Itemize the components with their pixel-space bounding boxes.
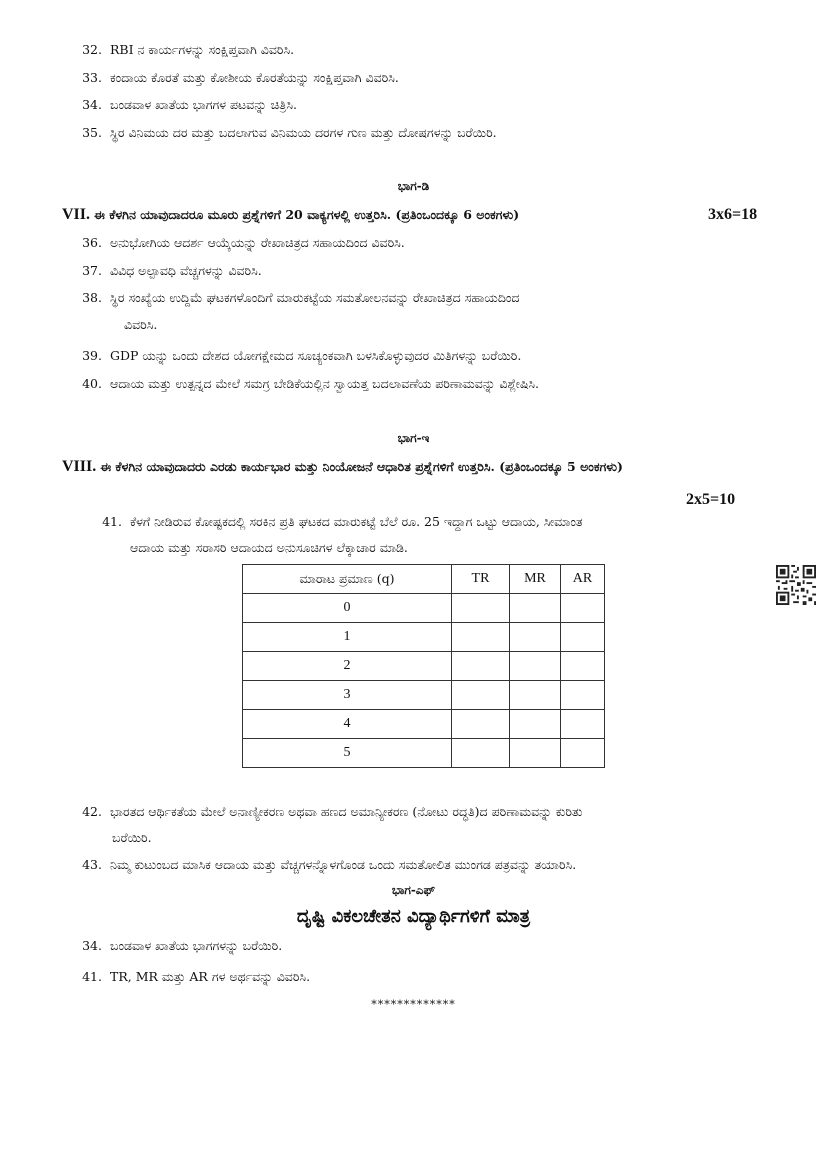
table-cell-mr: [510, 681, 561, 710]
part-e-instruction: VIII. ಈ ಕೆಳಗಿನ ಯಾವುದಾದರು ಎರಡು ಕಾರ್ಯಭಾರ ಮತ್ತು ನಿಂಯೋಜನೆ ಆಧಾರಿತ ಪ್ರಶ್ನೆಗಳಿಗೆ ಉತ್ತರಿಸಿ. (ಪ್ರತಿಂಒಂದಕ್ಕೂ 5 ಅಂಕಗಳು): [62, 458, 623, 475]
table-cell-q: 1: [243, 623, 452, 652]
table-cell-ar: [561, 594, 605, 623]
question-39: 39. GDP ಯನ್ನು ಒಂದು ದೇಶದ ಯೋಗಕ್ಷೇಮದ ಸೂಚ್ಯಂಕವಾಗಿ ಬಳಸಿಕೊಳ್ಳುವುದರ ಮಿತಿಗಳನ್ನು ಬರೆಯಿರಿ.: [82, 348, 522, 363]
question-32: 32. RBI ನ ಕಾರ್ಯಗಳನ್ನು ಸಂಕ್ಷಿಪ್ತವಾಗಿ ವಿವರಿಸಿ.: [82, 42, 295, 57]
question-35: 35. ಸ್ಥಿರ ವಿನಿಮಯ ದರ ಮತ್ತು ಬದಲಾಗುವ ವಿನಿಮಯ ದರಗಳ ಗುಣ ಮತ್ತು ದೋಷಗಳನ್ನು ಬರೆಯಿರಿ.: [82, 125, 497, 140]
part-d-instruction: VII. ಈ ಕೆಳಗಿನ ಯಾವುದಾದರೂ ಮೂರು ಪ್ರಶ್ನೆಗಳಿಗೆ 20 ವಾಕ್ಯಗಳಲ್ಲಿ ಉತ್ತರಿಸಿ. (ಪ್ರತಿಂಒಂದಕ್ಕೂ 6 ಅಂಕಗಳು): [62, 206, 520, 223]
part-d-heading: ಭಾಗ-ಡಿ: [397, 179, 430, 193]
table-cell-mr: [510, 710, 561, 739]
question-38-continuation: ವಿವರಿಸಿ.: [124, 317, 158, 332]
part-e-heading: ಭಾಗ-ಇ: [397, 431, 430, 445]
table-cell-ar: [561, 710, 605, 739]
question-34: 34. ಬಂಡವಾಳ ಖಾತೆಯ ಭಾಗಗಳ ಪಟವನ್ನು ಚಿತ್ರಿಸಿ.: [82, 97, 297, 112]
table-cell-q: 2: [243, 652, 452, 681]
table-cell-tr: [452, 681, 510, 710]
table-row: [243, 623, 605, 652]
question-42-continuation: ಬರೆಯಿರಿ.: [112, 830, 152, 845]
table-cell-mr: [510, 739, 561, 768]
table-cell-q: 5: [243, 739, 452, 768]
question-38: 38. ಸ್ಥಿರ ಸಂಖ್ಯೆಯ ಉದ್ದಿಮೆ ಘಟಕಗಳೊಂದಿಗೆ ಮಾರುಕಟ್ಟೆಯ ಸಮತೋಲನವನ್ನು ರೇಖಾಚಿತ್ರದ ಸಹಾಯದಿಂದ: [82, 290, 520, 305]
question-42: 42. ಭಾರತದ ಆರ್ಥಿಕತೆಯ ಮೇಲೆ ಅನಾಣ್ಯೀಕರಣ ಅಥವಾ ಹಣದ ಅಮಾನ್ಯೀಕರಣ (ನೋಟು ರದ್ಧತಿ)ದ ಪರಿಣಾಮವನ್ನು ಕುರಿತು: [82, 804, 583, 819]
question-f-41: 41. TR, MR ಮತ್ತು AR ಗಳ ಅರ್ಥವನ್ನು ವಿವರಿಸಿ.: [82, 969, 311, 984]
table-cell-mr: [510, 594, 561, 623]
table-cell-mr: [510, 623, 561, 652]
question-36: 36. ಅನುಭೋಗಿಯ ಆದರ್ಶ ಆಯ್ಕೆಯನ್ನು ರೇಖಾಚಿತ್ರದ ಸಹಾಯದಿಂದ ವಿವರಿಸಿ.: [82, 235, 405, 250]
table-row: [243, 739, 605, 768]
part-f-heading: ಭಾಗ-ಎಫ್: [391, 883, 436, 897]
table-cell-q: 0: [243, 594, 452, 623]
table-cell-tr: [452, 710, 510, 739]
question-40: 40. ಆದಾಯ ಮತ್ತು ಉತ್ಪನ್ನದ ಮೇಲೆ ಸಮಗ್ರ ಬೇಡಿಕೆಯಲ್ಲಿನ ಸ್ವಾಯತ್ತ ಬದಲಾವಣೆಯ ಪರಿಣಾಮವನ್ನು ವಿಶ್ಲೇಷಿಸಿ.: [82, 376, 540, 391]
table-header-mr: MR: [510, 565, 561, 594]
question-37: 37. ವಿವಿಧ ಅಲ್ಪಾವಧಿ ವೆಚ್ಚಗಳನ್ನು ವಿವರಿಸಿ.: [82, 263, 262, 278]
table-cell-ar: [561, 623, 605, 652]
table-cell-tr: [452, 594, 510, 623]
part-d-marks: 3x6=18: [708, 206, 758, 223]
table-cell-tr: [452, 652, 510, 681]
table-cell-q: 4: [243, 710, 452, 739]
table-row: [243, 710, 605, 739]
table-cell-tr: [452, 623, 510, 652]
part-f-title: ದೃಷ್ಟಿ ವಿಕಲಚೇತನ ವಿದ್ಯಾರ್ಥಿಗಳಿಗೆ ಮಾತ್ರ: [296, 906, 531, 927]
question-41: 41. ಕೆಳಗೆ ನೀಡಿರುವ ಕೋಷ್ಟಕದಲ್ಲಿ ಸರಕಿನ ಪ್ರತಿ ಘಟಕದ ಮಾರುಕಟ್ಟೆ ಬೆಲೆ ರೂ. 25 ಇದ್ದಾಗ ಒಟ್ಟು ಆದಾಯ, ಸೀಮಾಂತ: [102, 514, 583, 529]
question-41-continuation: ಆದಾಯ ಮತ್ತು ಸರಾಸರಿ ಆದಾಯದ ಅನುಸೂಚಿಗಳ ಲೆಕ್ಕಾಚಾರ ಮಾಡಿ.: [130, 540, 408, 555]
table-header-ar: AR: [561, 565, 605, 594]
question-f-34: 34. ಬಂಡವಾಳ ಖಾತೆಯ ಭಾಗಗಳನ್ನು ಬರೆಯಿರಿ.: [82, 938, 283, 953]
table-header-tr: TR: [452, 565, 510, 594]
end-marker: *************: [371, 998, 456, 1011]
part-e-marks: 2x5=10: [686, 491, 736, 508]
question-43: 43. ನಿಮ್ಮ ಕುಟುಂಬದ ಮಾಸಿಕ ಆದಾಯ ಮತ್ತು ವೆಚ್ಚಗಳನ್ನೊಳಗೊಂಡ ಒಂದು ಸಮತೋಲಿತ ಮುಂಗಡ ಪತ್ರವನ್ನು ತಯಾರಿಸಿ.: [82, 857, 577, 872]
qr-code-icon: [776, 565, 816, 605]
table-row: [243, 594, 605, 623]
table-cell-mr: [510, 652, 561, 681]
question-33: 33. ಕಂದಾಯ ಕೊರತೆ ಮತ್ತು ಕೋಶೀಯ ಕೊರತೆಯನ್ನು ಸಂಕ್ಷಿಪ್ತವಾಗಿ ವಿವರಿಸಿ.: [82, 70, 399, 85]
table-row: [243, 652, 605, 681]
table-cell-q: 3: [243, 681, 452, 710]
table-header-row: [243, 565, 605, 594]
table-cell-ar: [561, 652, 605, 681]
table-header-quantity: ಮಾರಾಟ ಪ್ರಮಾಣ (q): [243, 565, 452, 594]
table-row: [243, 681, 605, 710]
table-cell-ar: [561, 681, 605, 710]
table-cell-ar: [561, 739, 605, 768]
table-cell-tr: [452, 739, 510, 768]
revenue-table: [242, 564, 605, 768]
